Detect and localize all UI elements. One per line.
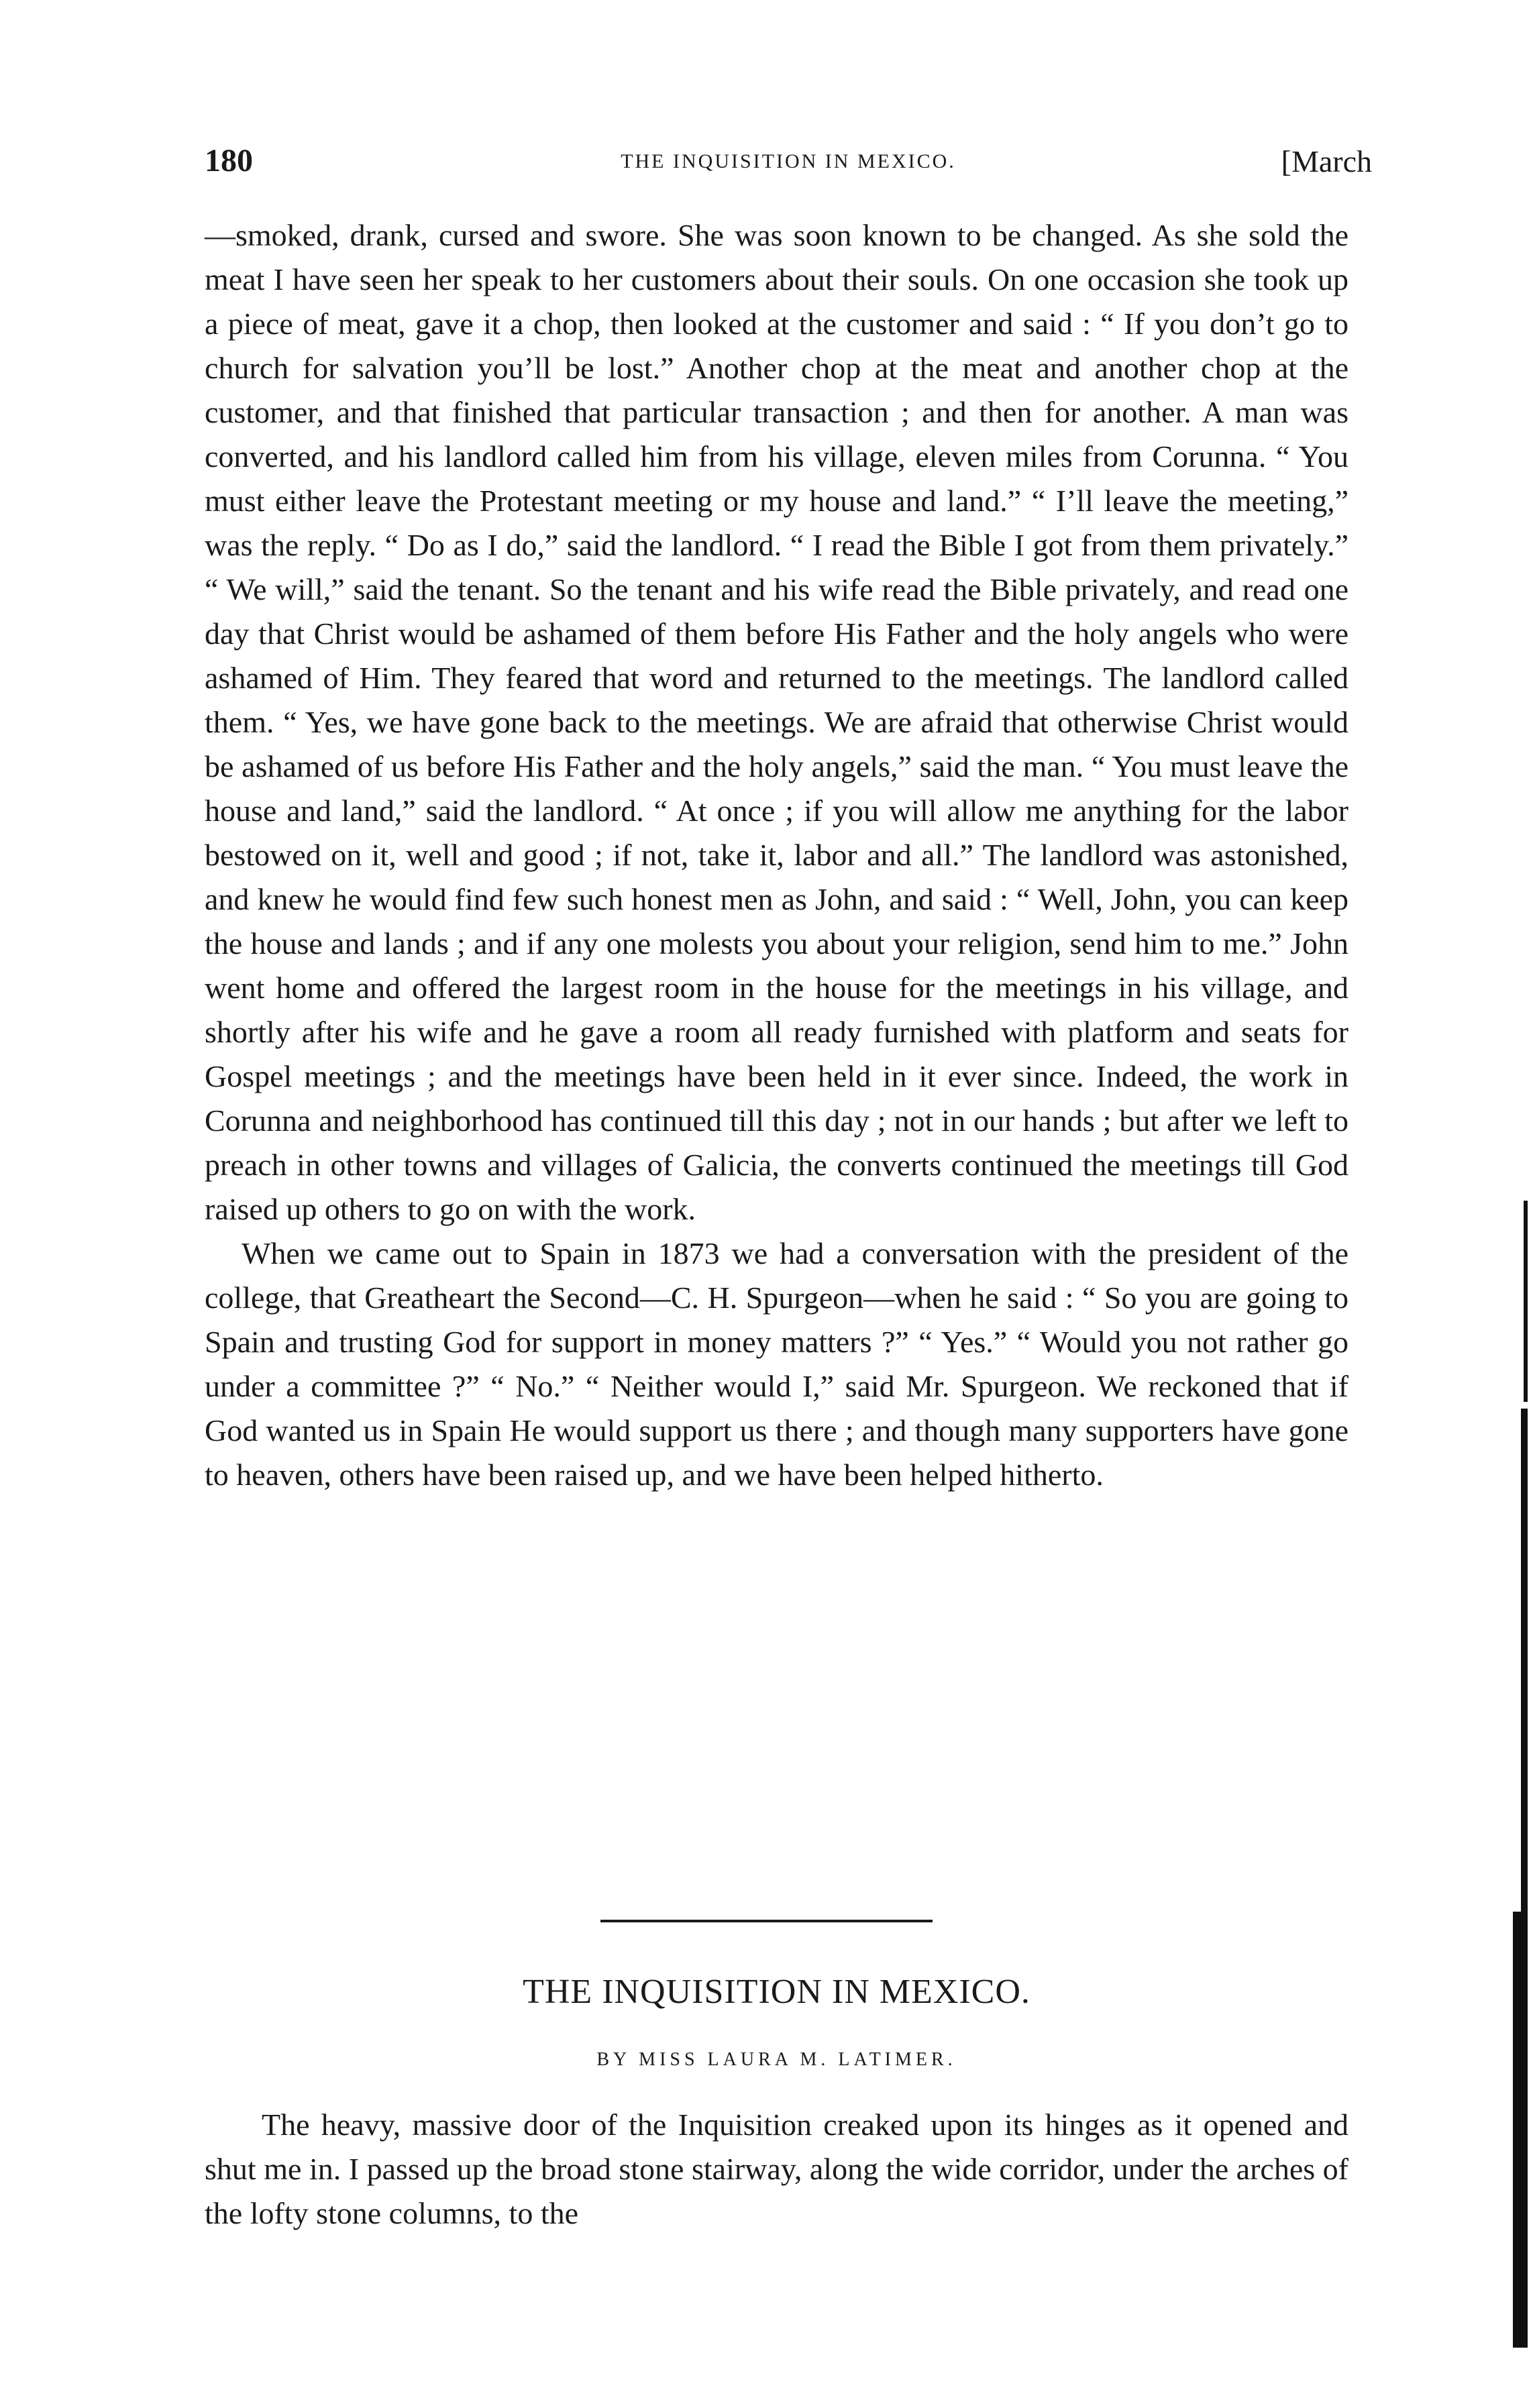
page-number: 180 <box>205 143 253 178</box>
article-body <box>205 2103 1349 2236</box>
article-title: THE INQUISITION IN MEXICO. <box>523 1973 1030 2011</box>
section-divider <box>600 1920 933 1922</box>
running-head <box>205 142 1372 189</box>
article-byline: BY MISS LAURA M. LATIMER. <box>596 2049 957 2070</box>
running-month: [March <box>1281 144 1372 178</box>
article-opening-paragraph: The heavy, massive door of the Inquisition creaked upon its hinges as it opened and shut me in. I passed up the broad stone stairway, along the wide corridor, under the arches of the lofty stone columns, to the <box>205 2108 1349 2230</box>
page-edge-shadow <box>1513 1912 1528 2348</box>
page-edge-shadow <box>1524 1201 1528 1402</box>
body-text <box>205 213 1349 1497</box>
body-paragraph: —smoked, drank, cursed and swore. She was soon known to be changed. As she sold the meat I have seen her speak to her customers about their souls. On one occasion she took up a piece of meat, gave it a chop, then looked at the customer and said : “ If you don’t go to church for salvation you’ll be lost.” Another chop at the meat and another chop at the customer, and that finished that particular transaction ; and then for another. A man was converted, and his landlord called him from his village, eleven miles from Corunna. “ You must either leave the Protestant meeting or my house and land.” “ I’ll leave the meeting,” was the reply. “ Do as I do,” said the landlord. “ I read the Bible I got from them privately.” “ We will,” said the tenant. So the tenant and his wife read the Bible privately, and read one day that Christ would be ashamed of them before His Father and the holy angels who were ashamed of Him. They feared that word and returned to the meetings. The landlord called them. “ Yes, we have gone back to the meetings. We are afraid that otherwise Christ would be ashamed of us before His Father and the holy angels,” said the man. “ You must leave the house and land,” said the landlord. “ At once ; if you will allow me anything for the labor bestowed on it, well and good ; if not, take it, labor and all.” The landlord was astonished, and knew he would find few such honest men as John, and said : “ Well, John, you can keep the house and lands ; and if any one molests you about your religion, send him to me.” John went home and offered the largest room in the house for the meetings in his village, and shortly after his wife and he gave a room all ready furnished with platform and seats for Gospel meetings ; and the meetings have been held in it ever since. Indeed, the work in Corunna and neighborhood has continued till this day ; not in our hands ; but after we left to preach in other towns and villages of Galicia, the converts continued the meetings till God raised up others to go on with the work. <box>205 218 1349 1226</box>
running-title: THE INQUISITION IN MEXICO. <box>621 150 956 172</box>
body-paragraph: When we came out to Spain in 1873 we had a conversation with the president of the college, that Greatheart the Second—C. H. Spurgeon—when he said : “ So you are going to Spain and trusting God for support in money matters ?” “ Yes.” “ Would you not rather go under a committee ?” “ No.” “ Neither would I,” said Mr. Spurgeon. We reckoned that if God wanted us in Spain He would support us there ; and though many supporters have gone to heaven, others have been raised up, and we have been helped hitherto. <box>205 1236 1349 1492</box>
